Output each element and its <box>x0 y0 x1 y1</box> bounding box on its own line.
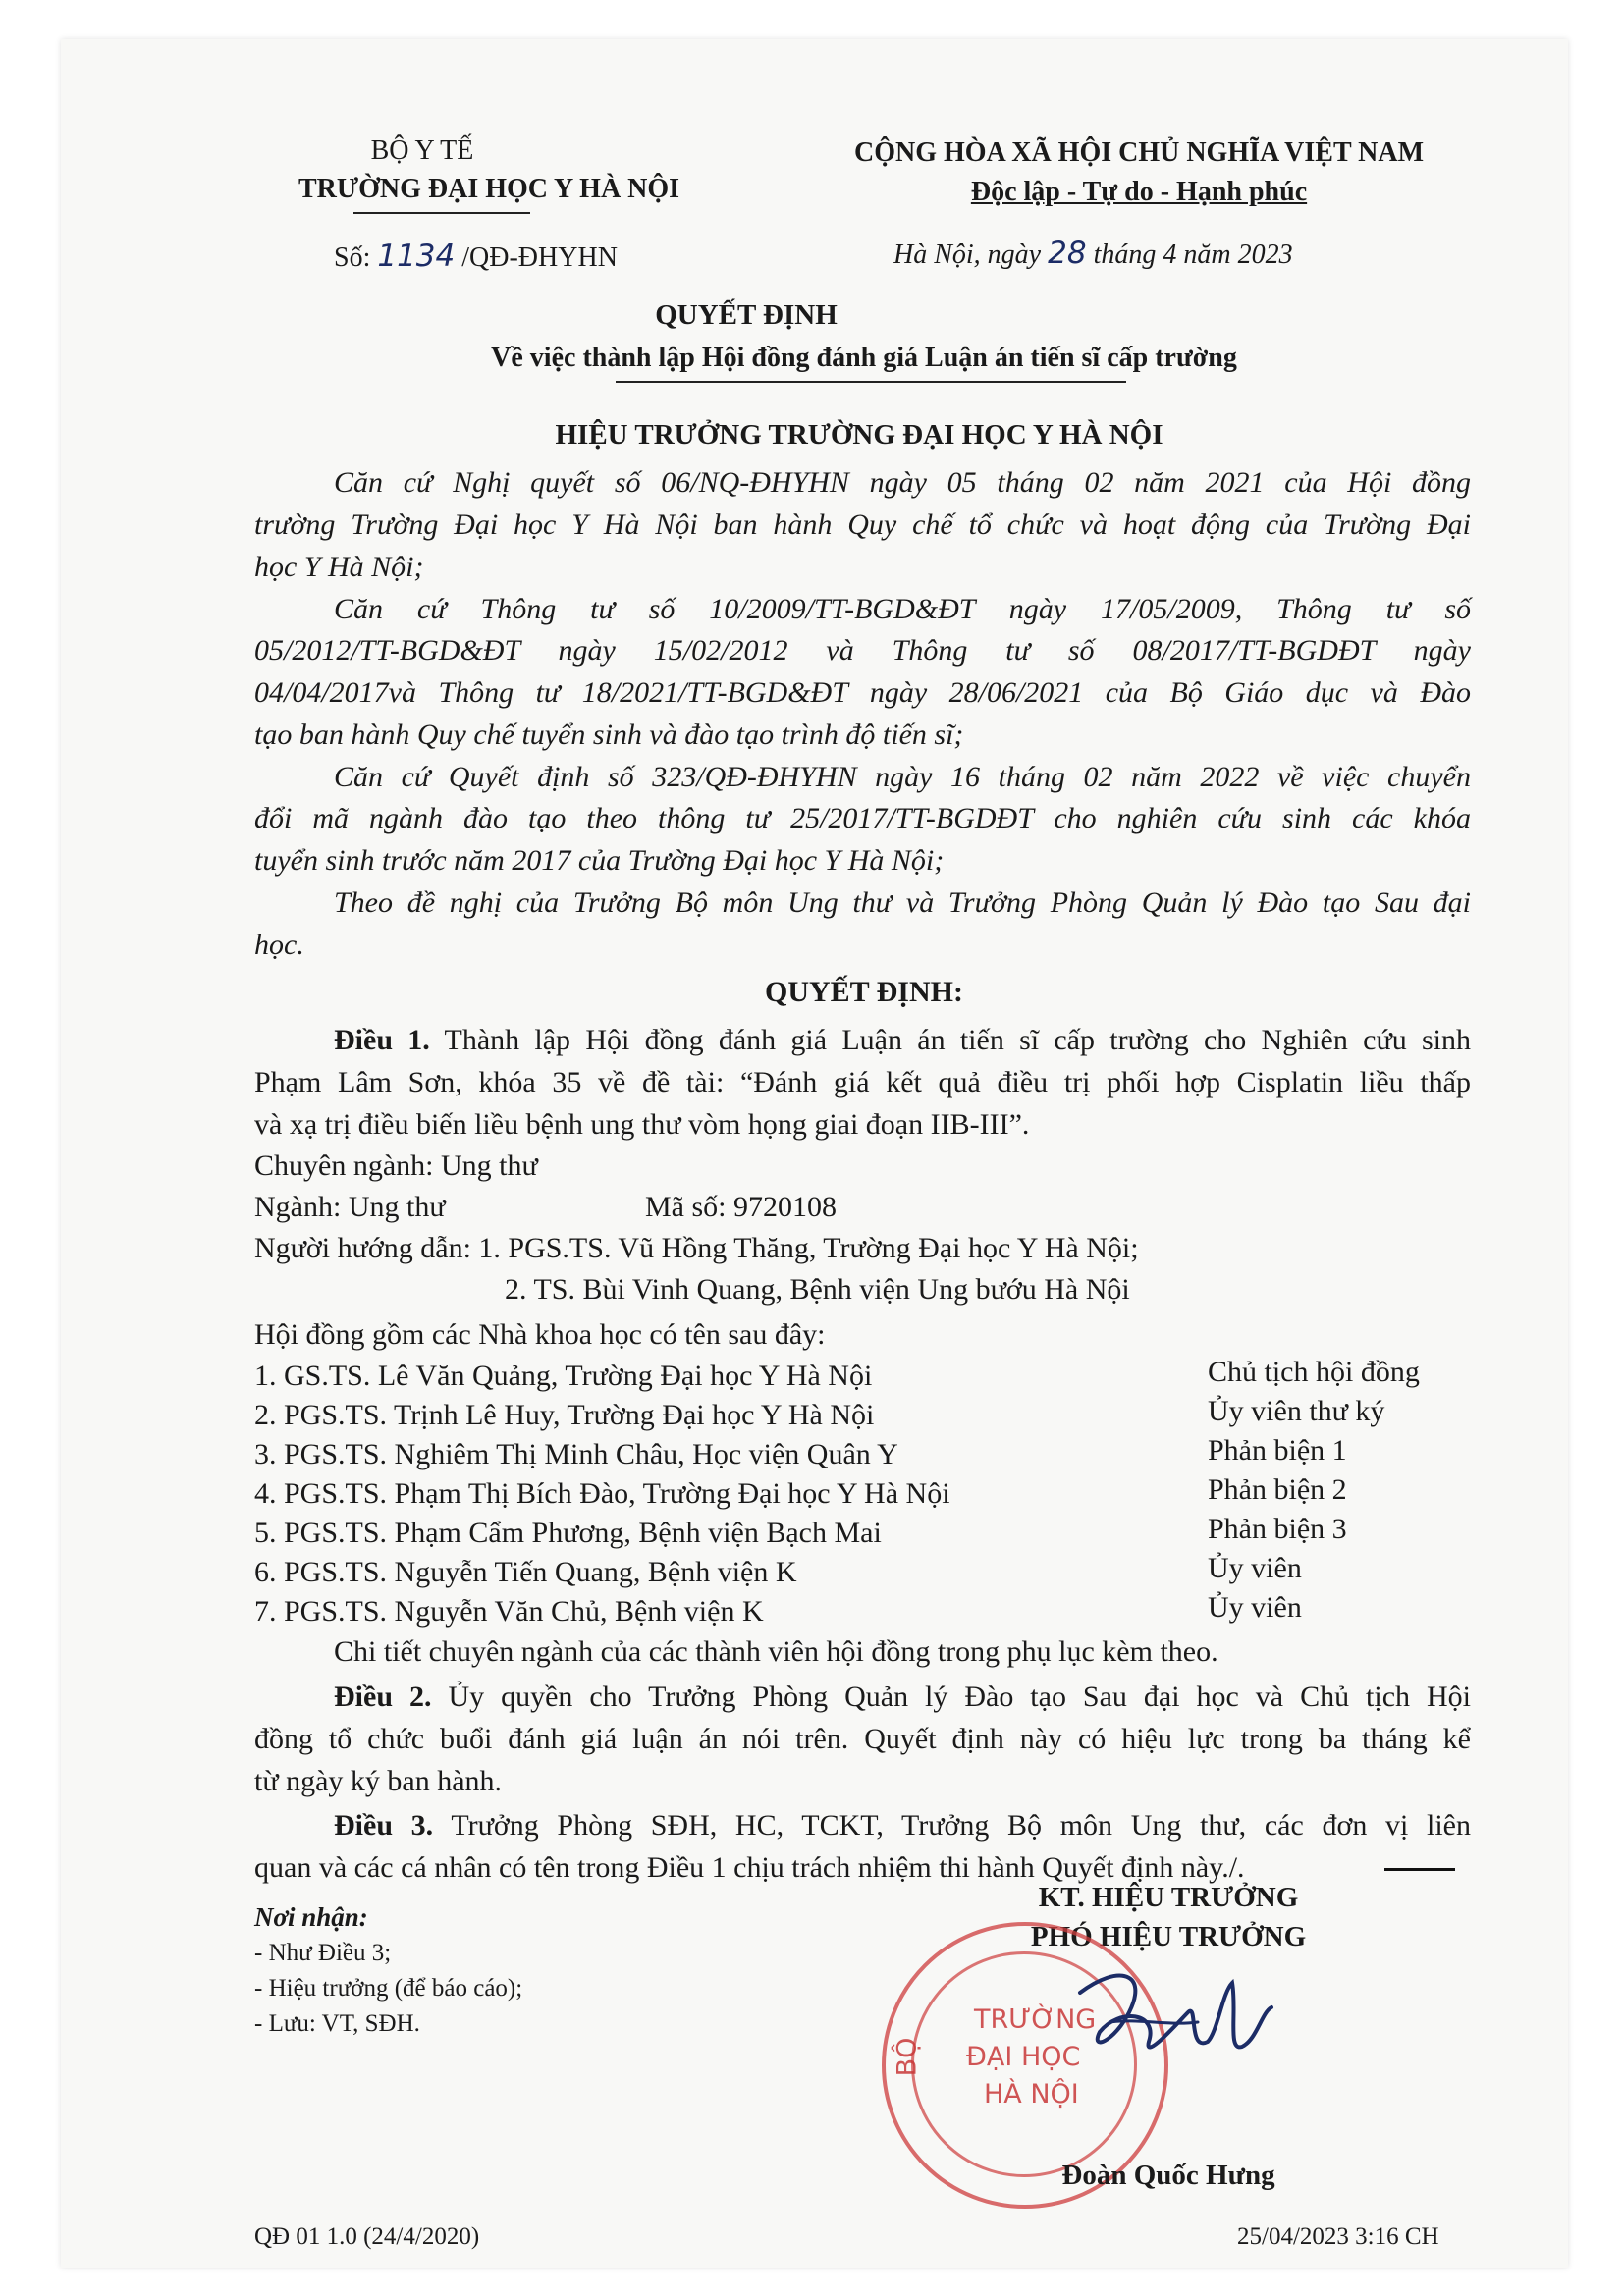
council-member-name: 1. GS.TS. Lê Văn Quảng, Trường Đại học Y Hà Nội <box>254 1360 873 1392</box>
council-member-role: Phản biện 1 <box>1208 1434 1347 1467</box>
council-member-role: Ủy viên <box>1208 1591 1302 1624</box>
date-suffix: tháng 4 năm 2023 <box>1093 240 1293 270</box>
signer-name: Đoàn Quốc Hưng <box>1061 2160 1275 2191</box>
country-name: CỘNG HÒA XÃ HỘI CHỦ NGHĨA VIỆT NAM <box>853 137 1425 168</box>
council-member-role: Ủy viên <box>1208 1552 1302 1584</box>
article3-line1 <box>334 1809 1471 1842</box>
preamble-line: Căn cứ Thông tư số 10/2009/TT-BGD&ĐT ngày 17/05/2009, Thông tư số <box>334 593 1471 625</box>
seal-text-line1: TRƯỜNG <box>974 2004 1097 2035</box>
article1-line3: và xạ trị điều biến liều bệnh ung thư vòm họng giai đoạn IIB-III”. <box>254 1108 1030 1141</box>
council-intro: Hội đồng gồm các Nhà khoa học có tên sau đây: <box>254 1318 826 1351</box>
council-member-role: Chủ tịch hội đồng <box>1208 1356 1420 1388</box>
school-underline <box>353 212 530 214</box>
article2-line2: đồng tổ chức buổi đánh giá luận án nói trên. Quyết định này có hiệu lực trong ba tháng kể <box>254 1723 1471 1755</box>
seal-text-side: BỘ <box>892 2037 923 2077</box>
document-subject: Về việc thành lập Hội đồng đánh giá Luận án tiến sĩ cấp trường <box>491 343 1237 373</box>
form-code: QĐ 01 1.0 (24/4/2020) <box>254 2223 480 2250</box>
date-day-handwritten: 28 <box>1048 236 1087 271</box>
preamble-line: 04/04/2017và Thông tư 18/2021/TT-BGD&ĐT ngày 28/06/2021 của Bộ Giáo dục và Đào <box>254 676 1471 709</box>
signature-title-1: KT. HIỆU TRƯỞNG <box>1038 1882 1299 1913</box>
advisor-1: Người hướng dẫn: 1. PGS.TS. Vũ Hồng Thăng, Trường Đại học Y Hà Nội; <box>254 1232 1139 1264</box>
field: Ngành: Ung thư <box>254 1191 446 1223</box>
council-member-name: 6. PGS.TS. Nguyễn Tiến Quang, Bệnh viện K <box>254 1556 797 1588</box>
issue-date <box>893 236 1293 271</box>
article3-label: Điều 3. <box>334 1809 434 1842</box>
council-member-name: 2. PGS.TS. Trịnh Lê Huy, Trường Đại học Y Hà Nội <box>254 1399 875 1431</box>
national-motto: Độc lập - Tự do - Hạnh phúc <box>970 177 1308 207</box>
document-heading: QUYẾT ĐỊNH <box>655 299 838 331</box>
council-member-role: Phản biện 3 <box>1208 1513 1347 1545</box>
article2-line1 <box>334 1681 1471 1714</box>
number-handwritten: 1134 <box>377 239 456 274</box>
council-member-name: 7. PGS.TS. Nguyễn Văn Chủ, Bệnh viện K <box>254 1595 764 1628</box>
school-name: TRƯỜNG ĐẠI HỌC Y HÀ NỘI <box>298 174 680 204</box>
article3-text: Trưởng Phòng SĐH, HC, TCKT, Trưởng Bộ môn Ung thư, các đơn vị liên <box>451 1809 1471 1842</box>
ministry-name: BỘ Y TẾ <box>370 135 474 166</box>
council-member-role: Phản biện 2 <box>1208 1473 1347 1506</box>
preamble-line: Căn cứ Quyết định số 323/QĐ-ĐHYHN ngày 16 tháng 02 năm 2022 về việc chuyển <box>334 761 1471 793</box>
council-member-name: 3. PGS.TS. Nghiêm Thị Minh Châu, Học viện Quân Y <box>254 1438 898 1470</box>
article2-label: Điều 2. <box>334 1681 432 1713</box>
article1-text: Thành lập Hội đồng đánh giá Luận án tiến sĩ cấp trường cho Nghiên cứu sinh <box>444 1024 1471 1056</box>
date-prefix: Hà Nội, ngày <box>893 240 1042 270</box>
preamble-line: đổi mã ngành đào tạo theo thông tư 25/2017/TT-BGDĐT cho nghiên cứu sinh các khóa <box>254 802 1471 834</box>
council-member-name: 5. PGS.TS. Phạm Cẩm Phương, Bệnh viện Bạch Mai <box>254 1517 882 1549</box>
preamble-line: tuyển sinh trước năm 2017 của Trường Đại học Y Hà Nội; <box>254 844 945 877</box>
specialty: Chuyên ngành: Ung thư <box>254 1149 538 1182</box>
signature-title-2: PHÓ HIỆU TRƯỞNG <box>1030 1921 1307 1952</box>
advisor-2: 2. TS. Bùi Vinh Quang, Bệnh viện Ung bướu Hà Nội <box>505 1273 1130 1306</box>
recipient-item: - Hiệu trưởng (để báo cáo); <box>254 1975 523 2002</box>
article1-line1 <box>334 1024 1471 1057</box>
recipient-item: - Như Điều 3; <box>254 1940 392 1966</box>
preamble-line: học. <box>254 929 304 961</box>
number-suffix: /QĐ-ĐHYHN <box>461 242 618 273</box>
council-member-name: 4. PGS.TS. Phạm Thị Bích Đào, Trường Đại học Y Hà Nội <box>254 1477 950 1510</box>
seal-text-line2: ĐẠI HỌC <box>966 2042 1081 2072</box>
authority-title: HIỆU TRƯỞNG TRƯỜNG ĐẠI HỌC Y HÀ NỘI <box>555 419 1163 451</box>
preamble-line: học Y Hà Nội; <box>254 551 424 583</box>
article1-line2: Phạm Lâm Sơn, khóa 35 về đề tài: “Đánh giá kết quả điều trị phối hợp Cisplatin liều thấp <box>254 1066 1471 1098</box>
number-prefix: Số: <box>334 242 371 273</box>
decision-number <box>334 239 618 274</box>
article3-line2: quan và các cá nhân có tên trong Điều 1 chịu trách nhiệm thi hành Quyết định này./. <box>254 1851 1245 1884</box>
recipient-item: - Lưu: VT, SĐH. <box>254 2010 420 2037</box>
subject-underline <box>616 381 1126 383</box>
preamble-line: tạo ban hành Quy chế tuyển sinh và đào tạo trình độ tiến sĩ; <box>254 719 964 751</box>
preamble-line: Theo đề nghị của Trưởng Bộ môn Ung thư và Trưởng Phòng Quản lý Đào tạo Sau đại <box>334 886 1471 919</box>
recipients-heading: Nơi nhận: <box>254 1902 368 1932</box>
closing-dash <box>1384 1868 1455 1871</box>
article2-line3: từ ngày ký ban hành. <box>254 1765 503 1797</box>
field-code: Mã số: 9720108 <box>645 1191 837 1223</box>
appendix-note: Chi tiết chuyên ngành của các thành viên hội đồng trong phụ lục kèm theo. <box>334 1635 1218 1668</box>
article2-text: Ủy quyền cho Trưởng Phòng Quản lý Đào tạo Sau đại học và Chủ tịch Hội <box>448 1681 1472 1713</box>
seal-text-line3: HÀ NỘI <box>984 2079 1079 2109</box>
preamble-line: 05/2012/TT-BGD&ĐT ngày 15/02/2012 và Thông tư số 08/2017/TT-BGDĐT ngày <box>254 634 1471 667</box>
preamble-line: trường Trường Đại học Y Hà Nội ban hành Quy chế tổ chức và hoạt động của Trường Đại <box>254 508 1471 541</box>
council-member-role: Ủy viên thư ký <box>1208 1395 1385 1427</box>
handwritten-signature <box>1060 1953 1286 2091</box>
article1-label: Điều 1. <box>334 1024 430 1056</box>
print-timestamp: 25/04/2023 3:16 CH <box>1237 2223 1439 2250</box>
preamble-line: Căn cứ Nghị quyết số 06/NQ-ĐHYHN ngày 05 tháng 02 năm 2021 của Hội đồng <box>334 466 1471 499</box>
decision-heading: QUYẾT ĐỊNH: <box>765 976 963 1008</box>
